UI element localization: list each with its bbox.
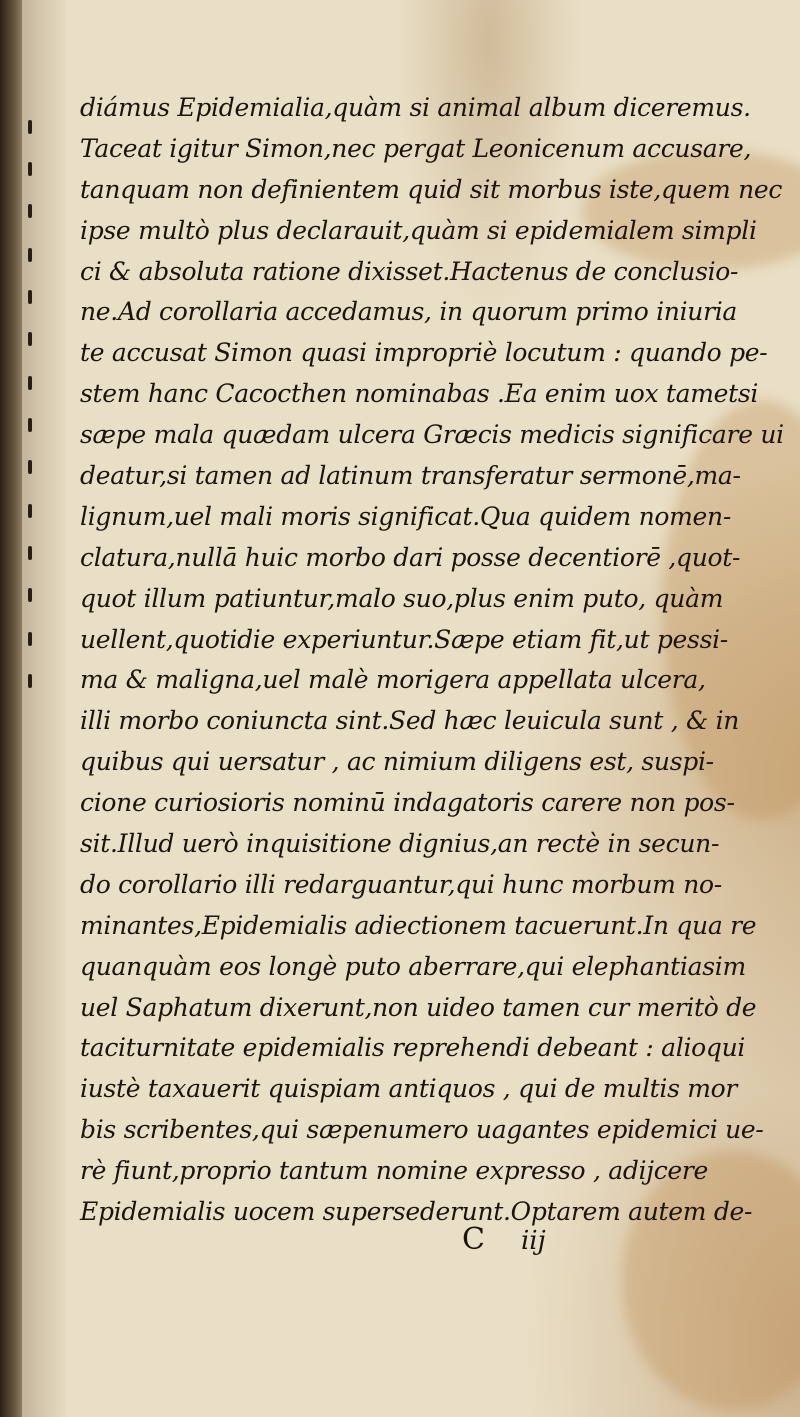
text-line: stem hanc Cacocthen nominabas .Ea enim uox tametsi	[80, 379, 759, 409]
text-line: ipse multò plus declarauit,quàm si epidemialem simpli	[80, 215, 757, 245]
text-line: ma & maligna,uel malè morigera appellata ulcera,	[80, 665, 706, 695]
text-line: cione curiosioris nominū indagatoris carere non pos-	[80, 788, 735, 818]
text-line: uellent,quotidie experiuntur.Sæpe etiam fit,ut pessi-	[80, 624, 728, 654]
text-line: diámus Epidemialia,quàm si animal album diceremus.	[80, 93, 751, 122]
text-line: lignum,uel mali moris significat.Qua quidem nomen-	[80, 501, 731, 531]
book-page	[22, 0, 800, 1417]
text-line: Epidemialis uocem supersederunt.Optarem autem de-	[80, 1197, 753, 1227]
text-line: rè fiunt,proprio tantum nomine expresso , adijcere	[80, 1156, 709, 1186]
text-line: do corollario illi redarguantur,qui hunc morbum no-	[80, 869, 722, 899]
show-through-marks	[24, 100, 38, 1100]
text-line: bis scribentes,qui sæpenumero uagantes epidemici ue-	[80, 1115, 764, 1145]
text-line: te accusat Simon quasi impropriè locutum : quando pe-	[80, 338, 768, 368]
text-line: taciturnitate epidemialis reprehendi debeant : alioqui	[80, 1033, 746, 1063]
folio-number: iij	[520, 1226, 546, 1256]
text-line: ne.Ad corollaria accedamus, in quorum primo iniuria	[80, 297, 738, 327]
text-line: iustè taxauerit quispiam antiquos , qui de multis mor	[80, 1074, 738, 1104]
text-line: minantes,Epidemialis adiectionem tacuerunt.In qua re	[80, 910, 757, 940]
text-line: quot illum patiuntur,malo suo,plus enim puto, quàm	[80, 583, 724, 613]
text-line: uel Saphatum dixerunt,non uideo tamen cur meritò de	[80, 992, 757, 1022]
text-line: deatur,si tamen ad latinum transferatur sermonē,ma-	[80, 461, 741, 491]
text-line: sæpe mala quædam ulcera Græcis medicis significare ui	[80, 420, 784, 450]
text-line: Taceat igitur Simon,nec pergat Leonicenum accusare,	[80, 133, 752, 163]
signature-footer	[462, 1222, 546, 1257]
text-line: illi morbo coniuncta sint.Sed hæc leuicula sunt , & in	[80, 706, 740, 736]
text-line: sit.Illud uerò inquisitione dignius,an rectè in secun-	[80, 829, 720, 859]
text-line: tanquam non definientem quid sit morbus iste,quem nec	[80, 174, 783, 204]
text-line: quibus qui uersatur , ac nimium diligens est, suspi-	[80, 747, 714, 777]
text-line: ci & absoluta ratione dixisset.Hactenus de conclusio-	[80, 256, 739, 286]
body-text	[80, 88, 784, 1233]
signature-mark: C	[462, 1222, 485, 1257]
text-line: quanquàm eos longè puto aberrare,qui elephantiasim	[80, 951, 746, 981]
text-line: clatura,nullā huic morbo dari posse decentiorē ,quot-	[80, 542, 741, 572]
